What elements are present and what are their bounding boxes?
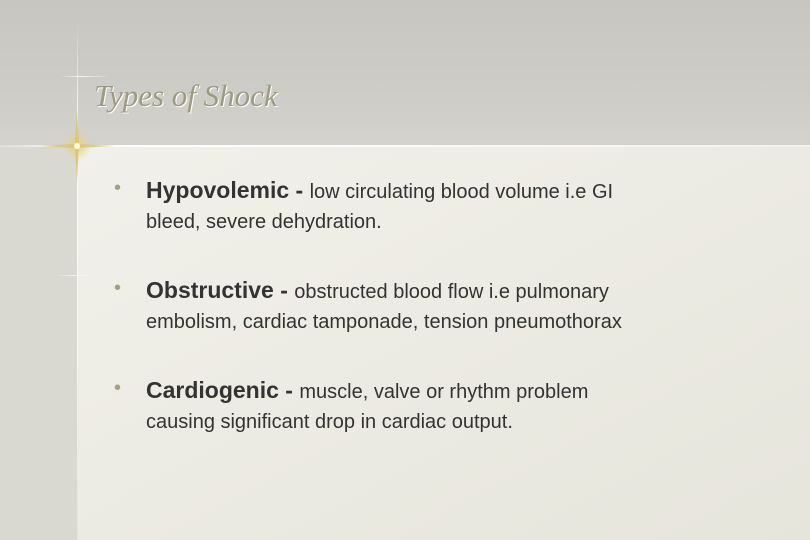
bullet-description-continued: embolism, cardiac tamponade, tension pneumothorax bbox=[146, 311, 622, 333]
sparkle-icon bbox=[37, 106, 117, 186]
decorative-short-line-top bbox=[60, 76, 110, 77]
bullet-point-icon: • bbox=[114, 277, 122, 299]
list-item-hypovolemic bbox=[114, 175, 794, 237]
bullet-description: obstructed blood flow i.e pulmonary bbox=[294, 281, 609, 303]
bullet-description: muscle, valve or rhythm problem bbox=[299, 381, 589, 403]
slide-left-strip bbox=[0, 146, 78, 540]
bullet-dash: - bbox=[289, 177, 310, 203]
bullet-description: low circulating blood volume i.e GI bbox=[309, 181, 614, 203]
decorative-horizontal-line bbox=[0, 145, 810, 147]
page-title: Types of Shock bbox=[94, 78, 278, 113]
bullet-first-line bbox=[146, 375, 794, 407]
bullet-first-line bbox=[146, 275, 794, 307]
bullet-list bbox=[114, 175, 794, 475]
bullet-term: Hypovolemic bbox=[146, 177, 290, 203]
bullet-description-continued: causing significant drop in cardiac output. bbox=[146, 411, 513, 433]
bullet-point-icon: • bbox=[114, 377, 122, 399]
decorative-vertical-line bbox=[77, 20, 78, 540]
bullet-description-continued: bleed, severe dehydration. bbox=[146, 211, 382, 233]
bullet-term: Obstructive bbox=[146, 277, 274, 303]
bullet-point-icon: • bbox=[114, 177, 122, 199]
slide-header-band bbox=[0, 0, 810, 146]
bullet-first-line bbox=[146, 175, 794, 207]
decorative-short-line-middle bbox=[55, 275, 95, 276]
list-item-cardiogenic bbox=[114, 375, 794, 437]
bullet-dash: - bbox=[273, 277, 295, 303]
bullet-dash: - bbox=[278, 377, 300, 403]
bullet-term: Cardiogenic bbox=[146, 377, 279, 403]
list-item-obstructive bbox=[114, 275, 794, 337]
